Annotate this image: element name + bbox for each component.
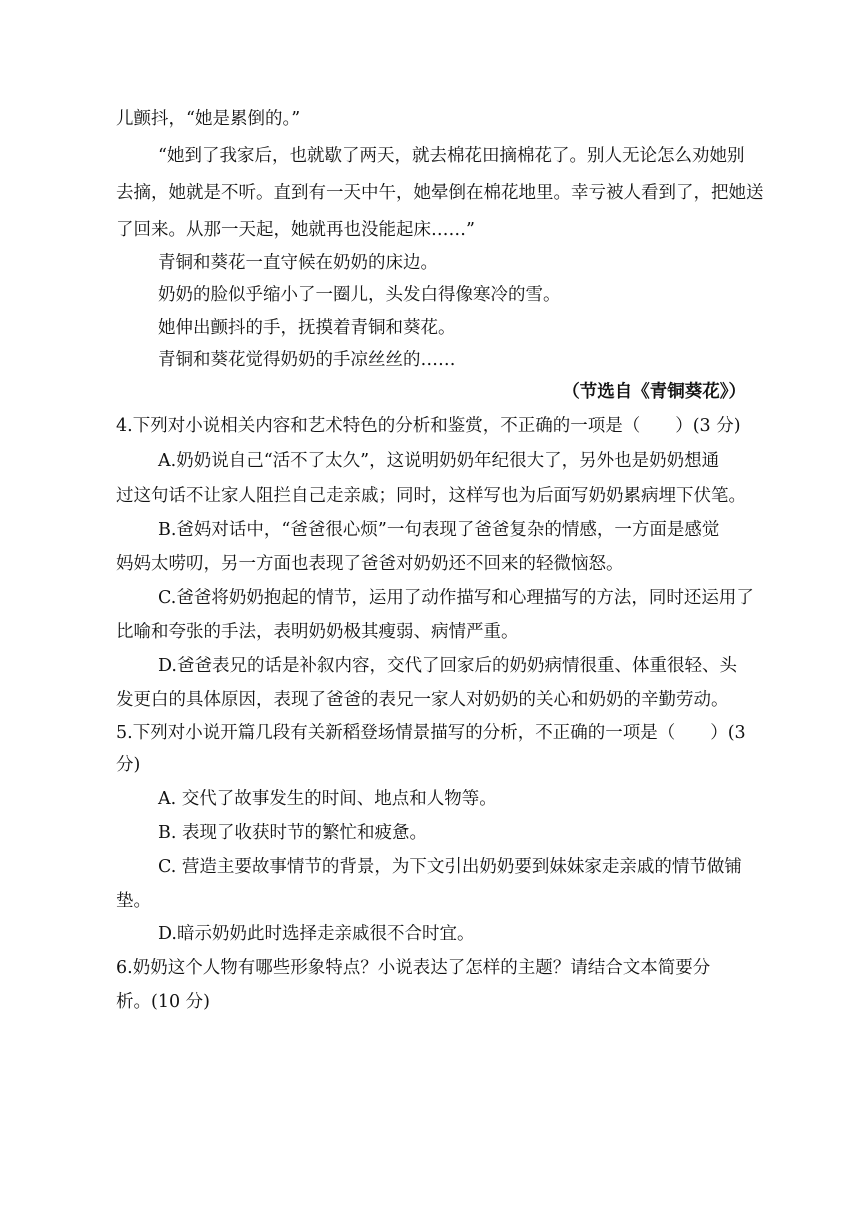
question-4-stem: 4.下列对小说相关内容和艺术特色的分析和鉴赏，不正确的一项是（ ）(3 分)	[116, 416, 741, 436]
source-citation: （节选自《青铜葵花》）	[562, 382, 746, 402]
story-line: 她伸出颤抖的手，抚摸着青铜和葵花。	[158, 318, 456, 338]
q5-option-b: B. 表现了收获时节的繁忙和疲惫。	[158, 823, 427, 843]
q4-option-c-cont: 比喻和夸张的手法，表明奶奶极其瘦弱、病情严重。	[116, 622, 519, 642]
question-6-stem: 6.奶奶这个人物有哪些形象特点？小说表达了怎样的主题？请结合文本简要分	[116, 958, 711, 978]
q4-option-d-cont: 发更白的具体原因，表现了爸爸的表兄一家人对奶奶的关心和奶奶的辛勤劳动。	[116, 690, 729, 710]
q4-option-a-cont: 过这句话不让家人阻拦自己走亲戚；同时，这样写也为后面写奶奶累病埋下伏笔。	[116, 486, 746, 506]
story-line: “她到了我家后，也就歇了两天，就去棉花田摘棉花了。别人无论怎么劝她别	[158, 146, 745, 166]
q4-option-d: D.爸爸表兄的话是补叙内容，交代了回家后的奶奶病情很重、体重很轻、头	[158, 656, 737, 676]
question-6-stem-cont: 析。(10 分)	[116, 992, 210, 1012]
q5-option-d: D.暗示奶奶此时选择走亲戚很不合时宜。	[158, 924, 475, 944]
story-line: 了回来。从那一天起，她就再也没能起床……”	[116, 220, 475, 240]
q5-option-a: A. 交代了故事发生的时间、地点和人物等。	[158, 789, 497, 809]
question-5-stem: 5.下列对小说开篇几段有关新稻登场情景描写的分析，不正确的一项是（ ）(3	[116, 723, 746, 743]
story-line: 奶奶的脸似乎缩小了一圈儿，头发白得像寒冷的雪。	[158, 285, 561, 305]
q5-option-c-cont: 垫。	[116, 891, 151, 911]
q4-option-b-cont: 妈妈太唠叨，另一方面也表现了爸爸对奶奶还不回来的轻微恼怒。	[116, 554, 624, 574]
story-line: 儿颤抖，“她是累倒的。”	[116, 109, 301, 129]
story-line: 青铜和葵花一直守候在奶奶的床边。	[158, 253, 438, 273]
q5-option-c: C. 营造主要故事情节的背景，为下文引出奶奶要到妹妹家走亲戚的情节做铺	[158, 857, 742, 877]
story-line: 去摘，她就是不听。直到有一天中午，她晕倒在棉花地里。幸亏被人看到了，把她送	[116, 183, 764, 203]
q4-option-a: A.奶奶说自己“活不了太久”，这说明奶奶年纪很大了，另外也是奶奶想通	[158, 451, 720, 471]
story-line: 青铜和葵花觉得奶奶的手凉丝丝的……	[158, 350, 456, 370]
question-5-stem-cont: 分)	[116, 755, 141, 775]
q4-option-b: B.爸妈对话中，“爸爸很心烦”一句表现了爸爸复杂的情感，一方面是感觉	[158, 520, 720, 540]
q4-option-c: C.爸爸将奶奶抱起的情节，运用了动作描写和心理描写的方法，同时还运用了	[158, 588, 754, 608]
